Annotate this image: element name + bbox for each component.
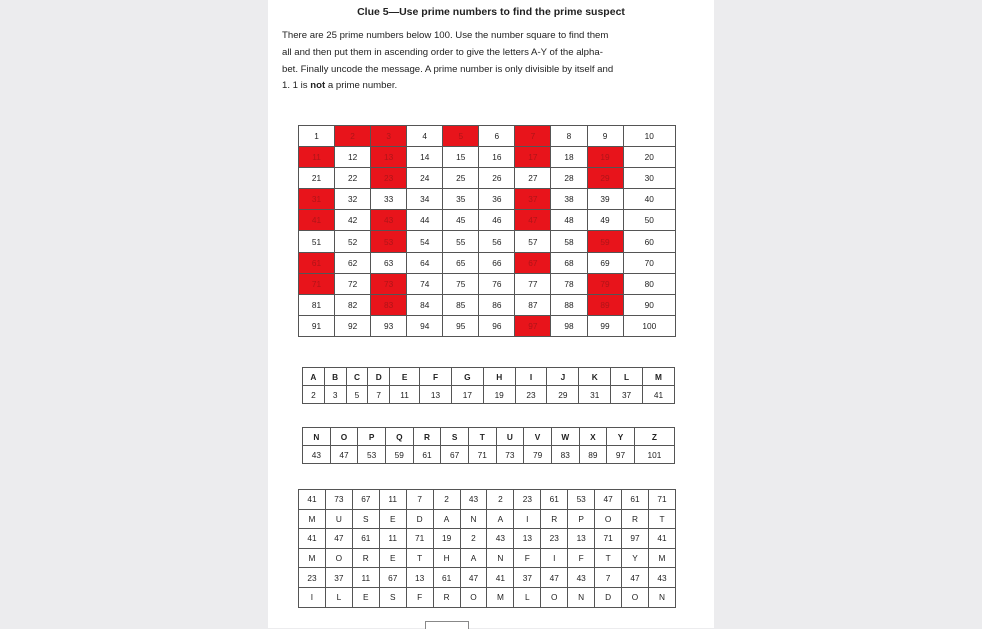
- message-code-cell: 13: [568, 529, 595, 549]
- message-code-cell: 73: [325, 490, 352, 510]
- message-letter-cell: O: [622, 587, 649, 607]
- number-cell: 35: [443, 189, 479, 210]
- key-number-cell: 73: [496, 446, 524, 464]
- message-letter-row: [299, 509, 676, 529]
- message-code-cell: 61: [541, 490, 568, 510]
- number-cell: 51: [299, 231, 335, 252]
- number-square-row: [299, 294, 676, 315]
- number-cell: 100: [623, 315, 675, 336]
- message-letter-cell: M: [487, 587, 514, 607]
- message-code-cell: 37: [514, 568, 541, 588]
- number-cell: 77: [515, 273, 551, 294]
- number-cell: 8: [551, 126, 587, 147]
- number-cell: 93: [371, 315, 407, 336]
- message-letter-cell: T: [595, 548, 622, 568]
- number-cell: 84: [407, 294, 443, 315]
- key-letter-cell: U: [496, 428, 524, 446]
- prime-number-cell: 11: [299, 147, 335, 168]
- message-letter-cell: O: [460, 587, 487, 607]
- message-code-cell: 7: [406, 490, 433, 510]
- number-cell: 21: [299, 168, 335, 189]
- message-letter-cell: S: [352, 509, 379, 529]
- key-number-cell: 67: [441, 446, 469, 464]
- message-code-cell: 37: [325, 568, 352, 588]
- key-letter-cell: W: [551, 428, 579, 446]
- prime-number-cell: 53: [371, 231, 407, 252]
- message-letter-cell: D: [595, 587, 622, 607]
- message-letter-cell: O: [541, 587, 568, 607]
- message-code-cell: 23: [514, 490, 541, 510]
- message-letter-cell: R: [541, 509, 568, 529]
- number-cell: 22: [335, 168, 371, 189]
- number-cell: 66: [479, 252, 515, 273]
- prime-number-cell: 29: [587, 168, 623, 189]
- number-cell: 1: [299, 126, 335, 147]
- key-number-cell: 31: [579, 386, 611, 404]
- number-square-row: [299, 147, 676, 168]
- message-code-cell: 47: [460, 568, 487, 588]
- number-cell: 70: [623, 252, 675, 273]
- prime-number-cell: 61: [299, 252, 335, 273]
- number-cell: 4: [407, 126, 443, 147]
- prime-number-cell: 5: [443, 126, 479, 147]
- message-letter-cell: U: [325, 509, 352, 529]
- number-cell: 40: [623, 189, 675, 210]
- prime-number-cell: 19: [587, 147, 623, 168]
- message-letter-cell: T: [648, 509, 675, 529]
- number-cell: 57: [515, 231, 551, 252]
- message-letter-cell: S: [379, 587, 406, 607]
- letter-key-table-n-z: [302, 427, 675, 464]
- prime-number-cell: 7: [515, 126, 551, 147]
- number-cell: 10: [623, 126, 675, 147]
- number-cell: 91: [299, 315, 335, 336]
- number-cell: 26: [479, 168, 515, 189]
- prime-number-cell: 67: [515, 252, 551, 273]
- key-number-cell: 43: [303, 446, 331, 464]
- key-letter-cell: T: [468, 428, 496, 446]
- key-letter-cell: P: [358, 428, 386, 446]
- prime-number-cell: 79: [587, 273, 623, 294]
- message-letter-cell: I: [514, 509, 541, 529]
- message-code-cell: 41: [648, 529, 675, 549]
- number-cell: 38: [551, 189, 587, 210]
- number-cell: 36: [479, 189, 515, 210]
- number-cell: 65: [443, 252, 479, 273]
- message-letter-row: [299, 548, 676, 568]
- message-letter-cell: N: [460, 509, 487, 529]
- number-cell: 48: [551, 210, 587, 231]
- number-cell: 16: [479, 147, 515, 168]
- message-code-cell: 47: [541, 568, 568, 588]
- message-code-cell: 71: [595, 529, 622, 549]
- message-letter-cell: M: [299, 548, 326, 568]
- key-letter-cell: Y: [607, 428, 635, 446]
- message-code-cell: 61: [352, 529, 379, 549]
- number-cell: 25: [443, 168, 479, 189]
- key-number-cell: 29: [547, 386, 579, 404]
- number-cell: 49: [587, 210, 623, 231]
- key-letter-cell: E: [390, 368, 420, 386]
- key-letter-cell: Z: [634, 428, 674, 446]
- key-number-cell: 47: [330, 446, 358, 464]
- message-code-row: [299, 568, 676, 588]
- key-letter-cell: O: [330, 428, 358, 446]
- message-code-cell: 67: [352, 490, 379, 510]
- key-number-cell: 13: [420, 386, 452, 404]
- key-letter-cell: M: [642, 368, 674, 386]
- message-code-cell: 43: [648, 568, 675, 588]
- key-number-cell: 3: [324, 386, 346, 404]
- number-cell: 92: [335, 315, 371, 336]
- number-square-row: [299, 252, 676, 273]
- number-cell: 82: [335, 294, 371, 315]
- number-cell: 68: [551, 252, 587, 273]
- key-letter-cell: N: [303, 428, 331, 446]
- key-letter-cell: R: [413, 428, 441, 446]
- number-cell: 6: [479, 126, 515, 147]
- message-letter-cell: M: [299, 509, 326, 529]
- number-cell: 33: [371, 189, 407, 210]
- message-letter-row: [299, 587, 676, 607]
- key-number-cell: 5: [346, 386, 368, 404]
- message-code-cell: 11: [379, 490, 406, 510]
- key-letter-cell: Q: [385, 428, 413, 446]
- message-letter-cell: E: [379, 509, 406, 529]
- message-letter-cell: N: [487, 548, 514, 568]
- number-cell: 9: [587, 126, 623, 147]
- message-code-cell: 67: [379, 568, 406, 588]
- number-cell: 34: [407, 189, 443, 210]
- number-cell: 24: [407, 168, 443, 189]
- number-cell: 90: [623, 294, 675, 315]
- number-cell: 15: [443, 147, 479, 168]
- message-letter-cell: F: [406, 587, 433, 607]
- message-letter-cell: M: [648, 548, 675, 568]
- key-number-cell: 11: [390, 386, 420, 404]
- number-cell: 87: [515, 294, 551, 315]
- number-cell: 56: [479, 231, 515, 252]
- key-number-cell: 89: [579, 446, 607, 464]
- key-letter-cell: D: [368, 368, 390, 386]
- message-code-cell: 7: [595, 568, 622, 588]
- instructions: [282, 28, 706, 95]
- instructions-line-4-end: a prime number.: [325, 80, 398, 92]
- message-letter-cell: O: [325, 548, 352, 568]
- instructions-line-1: There are 25 prime numbers below 100. Use the number square to find them: [282, 30, 609, 41]
- message-letter-cell: I: [541, 548, 568, 568]
- prime-number-cell: 2: [335, 126, 371, 147]
- number-cell: 60: [623, 231, 675, 252]
- number-square-row: [299, 273, 676, 294]
- message-code-cell: 2: [487, 490, 514, 510]
- coded-message-table: [298, 489, 676, 608]
- message-code-cell: 41: [299, 490, 326, 510]
- number-cell: 94: [407, 315, 443, 336]
- prime-number-cell: 17: [515, 147, 551, 168]
- number-cell: 45: [443, 210, 479, 231]
- message-letter-cell: H: [433, 548, 460, 568]
- key-numbers-row: [303, 386, 675, 404]
- prime-number-cell: 23: [371, 168, 407, 189]
- number-cell: 80: [623, 273, 675, 294]
- number-cell: 52: [335, 231, 371, 252]
- message-code-cell: 23: [541, 529, 568, 549]
- number-cell: 14: [407, 147, 443, 168]
- message-code-cell: 41: [487, 568, 514, 588]
- number-cell: 42: [335, 210, 371, 231]
- message-letter-cell: E: [379, 548, 406, 568]
- prime-number-cell: 83: [371, 294, 407, 315]
- message-letter-cell: O: [595, 509, 622, 529]
- number-square-row: [299, 231, 676, 252]
- key-letter-cell: S: [441, 428, 469, 446]
- number-cell: 27: [515, 168, 551, 189]
- instructions-line-2: all and then put them in ascending order to give the letters A-Y of the alpha-: [282, 46, 603, 58]
- key-number-cell: 23: [515, 386, 547, 404]
- message-code-cell: 53: [568, 490, 595, 510]
- message-letter-cell: N: [568, 587, 595, 607]
- key-letters-row: [303, 428, 675, 446]
- message-letter-cell: A: [487, 509, 514, 529]
- key-number-cell: 17: [451, 386, 483, 404]
- number-cell: 20: [623, 147, 675, 168]
- instructions-line-4: [282, 78, 706, 95]
- number-cell: 18: [551, 147, 587, 168]
- number-cell: 46: [479, 210, 515, 231]
- message-code-row: [299, 490, 676, 510]
- number-square-row: [299, 210, 676, 231]
- number-square-row: [299, 315, 676, 336]
- message-code-cell: 47: [595, 490, 622, 510]
- message-code-cell: 43: [460, 490, 487, 510]
- message-letter-cell: R: [352, 548, 379, 568]
- key-letters-row: [303, 368, 675, 386]
- key-letter-cell: A: [303, 368, 325, 386]
- number-cell: 96: [479, 315, 515, 336]
- prime-number-cell: 89: [587, 294, 623, 315]
- message-code-cell: 47: [622, 568, 649, 588]
- prime-number-cell: 13: [371, 147, 407, 168]
- number-cell: 54: [407, 231, 443, 252]
- prime-number-cell: 73: [371, 273, 407, 294]
- message-letter-cell: L: [325, 587, 352, 607]
- key-letter-cell: G: [451, 368, 483, 386]
- number-cell: 63: [371, 252, 407, 273]
- number-cell: 81: [299, 294, 335, 315]
- instructions-line-4-start: 1. 1 is: [282, 80, 311, 92]
- instructions-line-3: bet. Finally uncode the message. A prime number is only divisible by itself and: [282, 63, 614, 75]
- message-letter-cell: I: [299, 587, 326, 607]
- key-letter-cell: B: [324, 368, 346, 386]
- message-code-cell: 41: [299, 529, 326, 549]
- prime-number-cell: 37: [515, 189, 551, 210]
- message-code-cell: 71: [648, 490, 675, 510]
- number-cell: 39: [587, 189, 623, 210]
- message-letter-cell: F: [568, 548, 595, 568]
- number-cell: 75: [443, 273, 479, 294]
- key-numbers-row: [303, 446, 675, 464]
- key-number-cell: 41: [642, 386, 674, 404]
- message-code-cell: 19: [433, 529, 460, 549]
- key-letter-cell: I: [515, 368, 547, 386]
- prime-number-cell: 31: [299, 189, 335, 210]
- number-cell: 30: [623, 168, 675, 189]
- prime-number-cell: 59: [587, 231, 623, 252]
- message-letter-cell: R: [622, 509, 649, 529]
- key-number-cell: 37: [611, 386, 643, 404]
- prime-number-cell: 97: [515, 315, 551, 336]
- message-code-cell: 13: [514, 529, 541, 549]
- number-cell: 55: [443, 231, 479, 252]
- number-cell: 72: [335, 273, 371, 294]
- message-letter-cell: T: [406, 548, 433, 568]
- message-letter-cell: A: [433, 509, 460, 529]
- number-cell: 12: [335, 147, 371, 168]
- key-number-cell: 71: [468, 446, 496, 464]
- prime-number-cell: 41: [299, 210, 335, 231]
- key-number-cell: 59: [385, 446, 413, 464]
- letter-key-table-a-m: [302, 367, 675, 404]
- number-cell: 88: [551, 294, 587, 315]
- key-letter-cell: X: [579, 428, 607, 446]
- number-cell: 32: [335, 189, 371, 210]
- prime-number-cell: 71: [299, 273, 335, 294]
- number-square-row: [299, 126, 676, 147]
- key-letter-cell: J: [547, 368, 579, 386]
- number-cell: 78: [551, 273, 587, 294]
- key-number-cell: 83: [551, 446, 579, 464]
- message-code-cell: 2: [460, 529, 487, 549]
- message-code-cell: 47: [325, 529, 352, 549]
- number-cell: 44: [407, 210, 443, 231]
- number-cell: 98: [551, 315, 587, 336]
- number-cell: 74: [407, 273, 443, 294]
- message-code-cell: 97: [622, 529, 649, 549]
- message-letter-cell: F: [514, 548, 541, 568]
- key-number-cell: 2: [303, 386, 325, 404]
- clue-title: Clue 5—Use prime numbers to find the prime suspect: [357, 6, 625, 18]
- key-number-cell: 101: [634, 446, 674, 464]
- key-letter-cell: L: [611, 368, 643, 386]
- message-letter-cell: A: [460, 548, 487, 568]
- key-letter-cell: V: [524, 428, 552, 446]
- message-letter-cell: L: [514, 587, 541, 607]
- number-cell: 76: [479, 273, 515, 294]
- message-code-cell: 43: [568, 568, 595, 588]
- number-cell: 85: [443, 294, 479, 315]
- message-code-cell: 2: [433, 490, 460, 510]
- number-cell: 95: [443, 315, 479, 336]
- instructions-emphasis-not: not: [310, 80, 326, 92]
- number-square-row: [299, 189, 676, 210]
- key-number-cell: 53: [358, 446, 386, 464]
- message-code-cell: 13: [406, 568, 433, 588]
- prime-number-cell: 47: [515, 210, 551, 231]
- message-letter-cell: N: [648, 587, 675, 607]
- number-cell: 28: [551, 168, 587, 189]
- number-square: [298, 125, 676, 337]
- worksheet-page: [268, 0, 714, 628]
- message-code-cell: 71: [406, 529, 433, 549]
- key-number-cell: 79: [524, 446, 552, 464]
- key-letter-cell: H: [483, 368, 515, 386]
- number-cell: 50: [623, 210, 675, 231]
- number-cell: 86: [479, 294, 515, 315]
- message-code-cell: 11: [379, 529, 406, 549]
- prime-number-cell: 43: [371, 210, 407, 231]
- key-letter-cell: F: [420, 368, 452, 386]
- message-letter-cell: P: [568, 509, 595, 529]
- message-code-cell: 43: [487, 529, 514, 549]
- key-letter-cell: K: [579, 368, 611, 386]
- number-cell: 64: [407, 252, 443, 273]
- prime-number-cell: 3: [371, 126, 407, 147]
- number-cell: 99: [587, 315, 623, 336]
- message-letter-cell: E: [352, 587, 379, 607]
- key-number-cell: 61: [413, 446, 441, 464]
- key-number-cell: 97: [607, 446, 635, 464]
- number-cell: 62: [335, 252, 371, 273]
- number-square-row: [299, 168, 676, 189]
- message-code-row: [299, 529, 676, 549]
- key-number-cell: 7: [368, 386, 390, 404]
- message-code-cell: 61: [622, 490, 649, 510]
- key-letter-cell: C: [346, 368, 368, 386]
- message-code-cell: 61: [433, 568, 460, 588]
- message-letter-cell: D: [406, 509, 433, 529]
- message-letter-cell: R: [433, 587, 460, 607]
- message-letter-cell: Y: [622, 548, 649, 568]
- key-number-cell: 19: [483, 386, 515, 404]
- number-cell: 58: [551, 231, 587, 252]
- message-code-cell: 11: [352, 568, 379, 588]
- number-cell: 69: [587, 252, 623, 273]
- message-code-cell: 23: [299, 568, 326, 588]
